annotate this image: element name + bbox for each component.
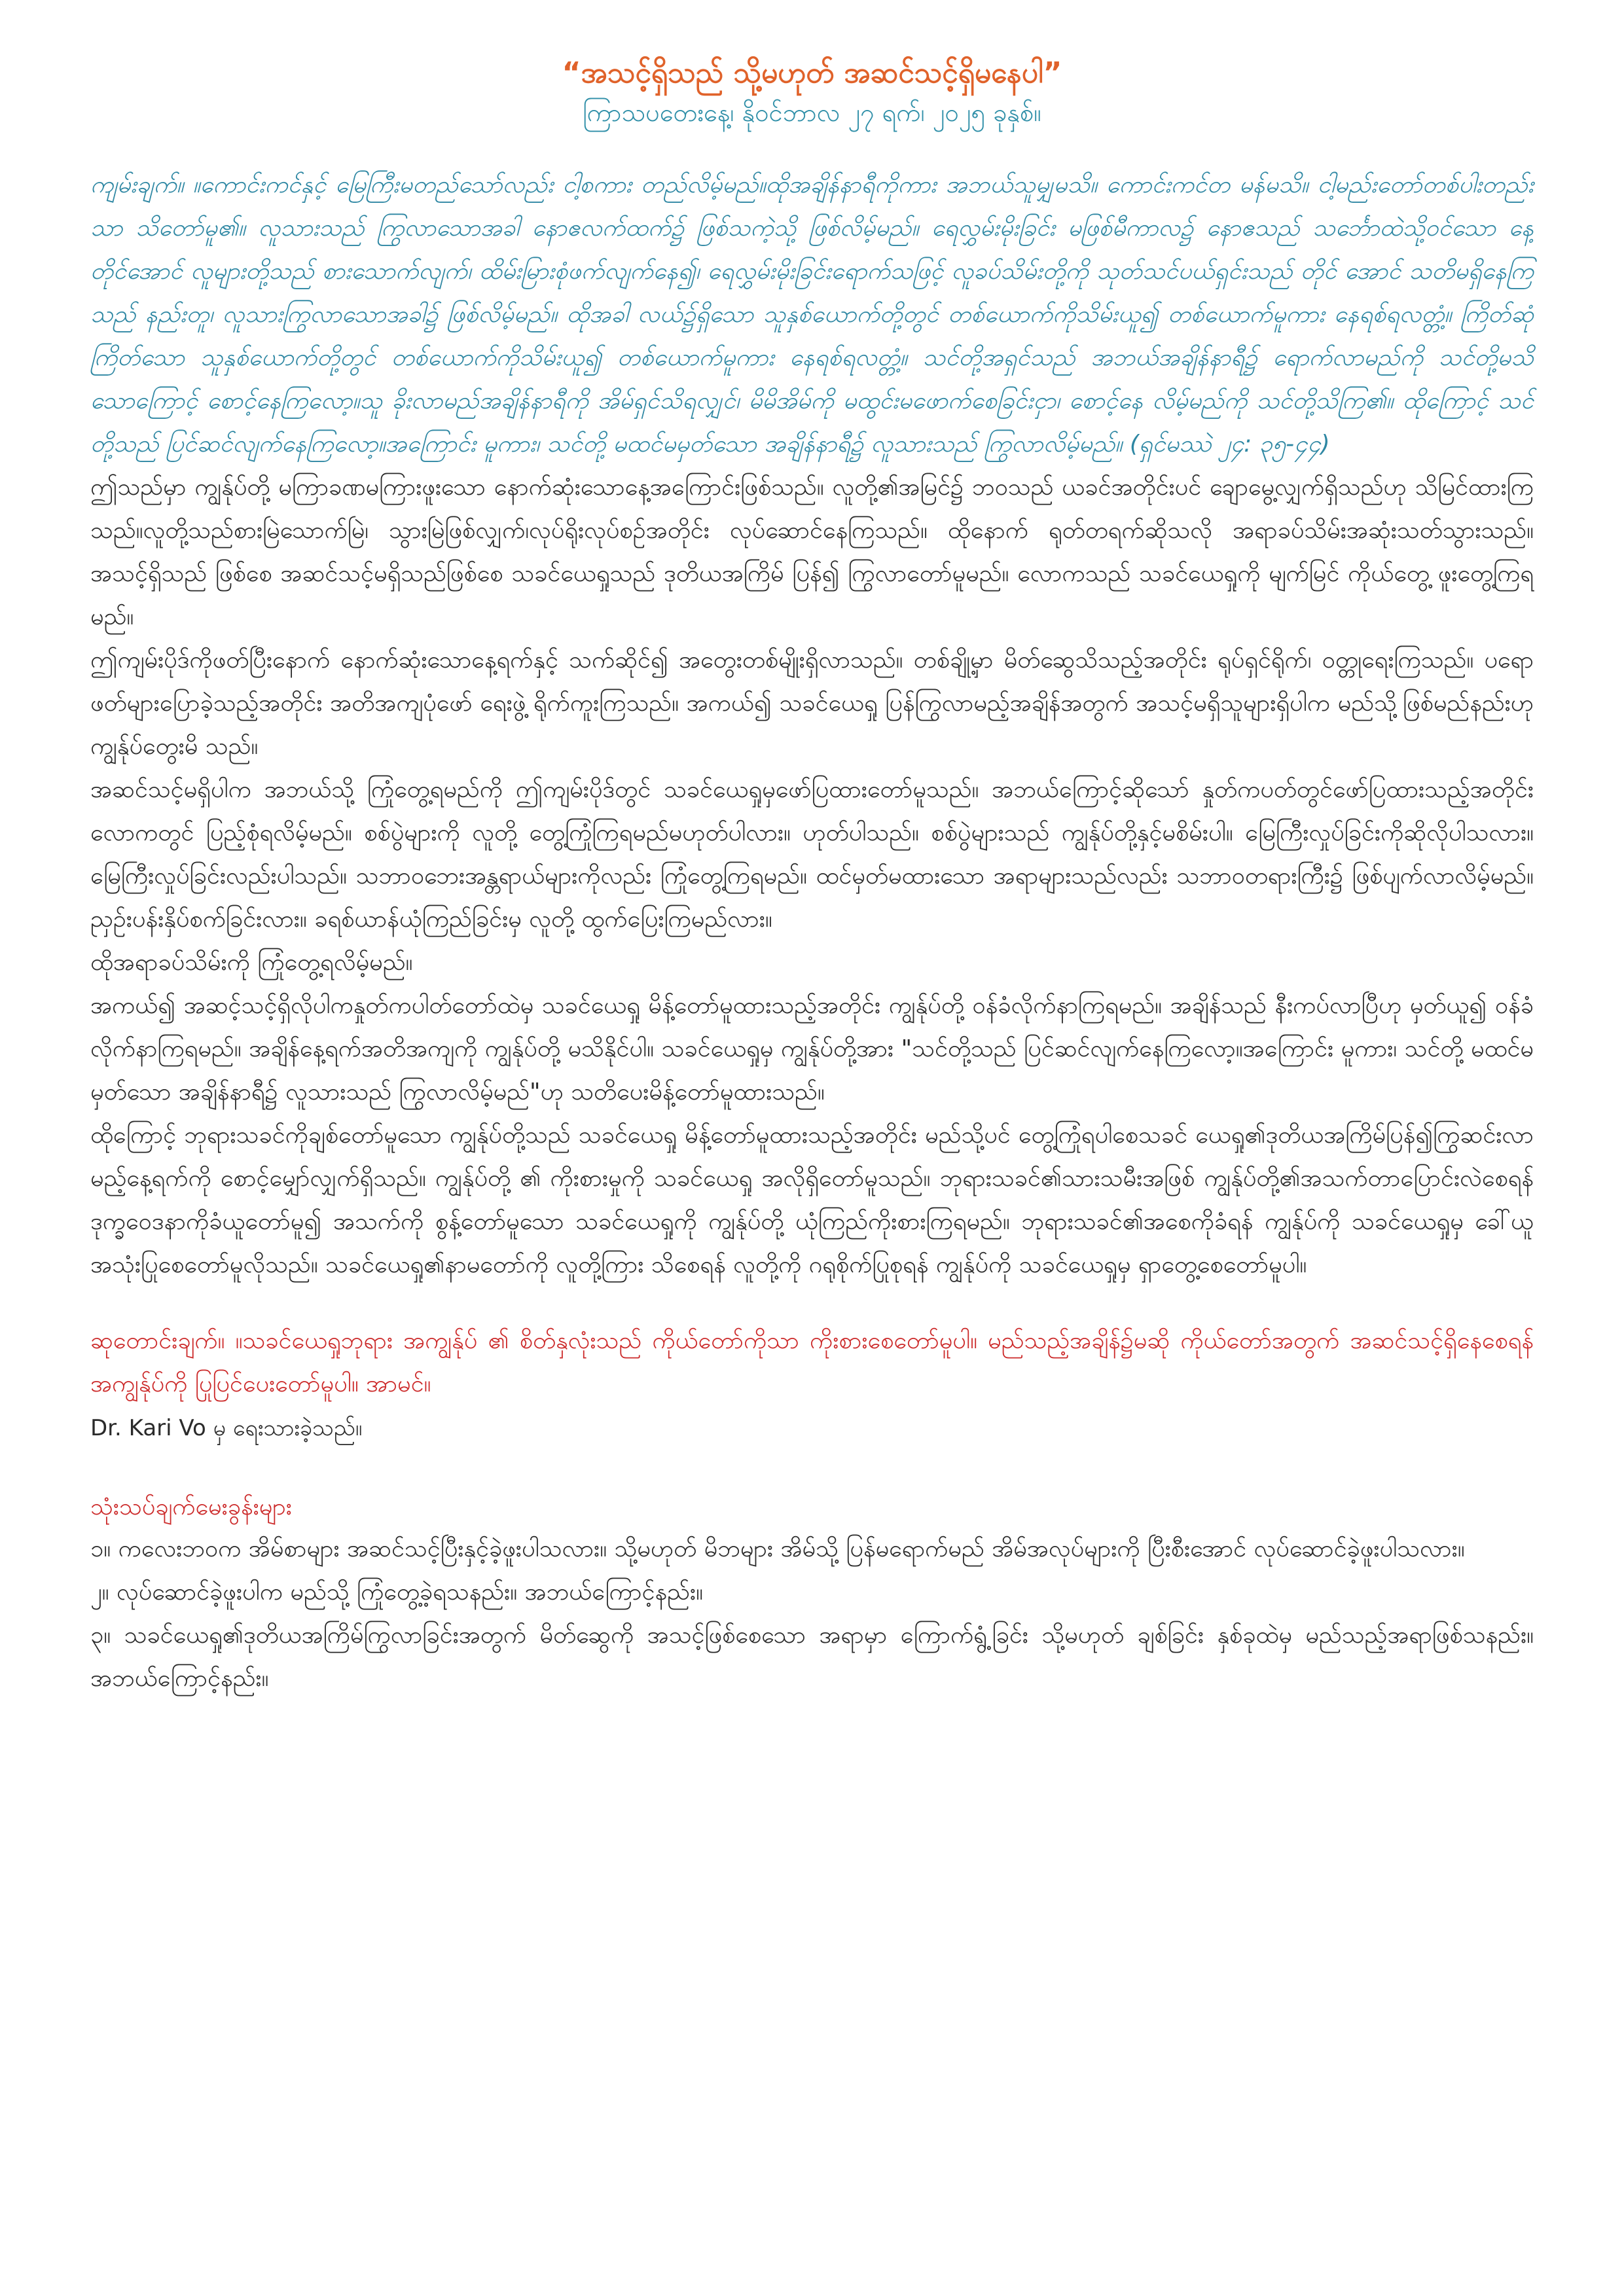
body-paragraph-4: ထိုအရာခပ်သိမ်းကို ကြုံတွေ့ရလိမ့်မည်။: [90, 949, 413, 976]
body-paragraph-6: ထိုကြောင့် ဘုရားသခင်ကိုချစ်တော်မူသော ကျွန်ုပ်တို့သည် သခင်ယေရှု မိန့်တော်မူထားသည့်အတိုင်း မည်သို့ပင် တွေ့ကြုံရပါစေသခင် ယေရှု၏ဒုတိယအကြိမ်ပြန်၍ကြွဆင်းလာမည့်နေ့ရက်ကို စောင့်မျှော်လျှက်ရှိသည်။ ကျွန်ုပ်တို့ ၏ ကိုးစားမှုကို သခင်ယေရှု အလိုရှိတော်မူသည်။ ဘုရားသခင်၏သားသမီးအဖြစ် ကျွန်ုပ်တို့၏အသက်တာပြောင်းလဲစေရန် ဒုက္ခဝေဒနာကိုခံယူတော်မူ၍ အသက်ကို စွန့်တော်မူသော သခင်ယေရှုကို ကျွန်ုပ်တို့ ယုံကြည်ကိုးစားကြရမည်။ ဘုရားသခင်၏အစေကိုခံရန် ကျွန်ုပ်ကို သခင်ယေရှုမှ ခေါ်ယူအသုံးပြုစေတော်မူလိုသည်။ သခင်ယေရှု၏နာမတော်ကို လူတို့ကြား သိစေရန် လူတို့ကို ဂရုစိုက်ပြုစုရန် ကျွန်ုပ်ကို သခင်ယေရှုမှ ရှာတွေ့စေတော်မူပါ။: [90, 1122, 1534, 1278]
body-paragraph-1: ဤသည်မှာ ကျွန်ုပ်တို့ မကြာခဏမကြားဖူးသော နောက်ဆုံးသောနေ့အကြောင်းဖြစ်သည်။ လူတို့၏အမြင်၌ ဘဝသည် ယခင်အတိုင်းပင် ချောမွေ့လျှက်ရှိသည်ဟု သိမြင်ထားကြသည်။လူတို့သည်စားမြဲသောက်မြဲ၊ သွားမြဲဖြစ်လျှက်၊လုပ်ရိုးလုပ်စဉ်အတိုင်း လုပ်ဆောင်နေကြသည်။ ထိုနောက် ရုတ်တရက်ဆိုသလို အရာခပ်သိမ်းအဆုံးသတ်သွားသည်။ အသင့်ရှိသည် ဖြစ်စေ အဆင်သင့်မရှိသည်ဖြစ်စေ သခင်ယေရှုသည် ဒုတိယအကြိမ် ပြန်၍ ကြွလာတော်မူမည်။ လောကသည် သခင်ယေရှုကို မျက်မြင် ကိုယ်တွေ့ ဖူးတွေ့ကြရမည်။: [90, 474, 1534, 630]
reflection-question-1: ၁။ ကလေးဘဝက အိမ်စာများ အဆင်သင့်ပြီးနှင့်ခဲ့ဖူးပါသလား။ သို့မဟုတ် မိဘများ အိမ်သို့ ပြန်မရောက်မည် အိမ်အလုပ်များကို ပြီးစီးအောင် လုပ်ဆောင်ခဲ့ဖူးပါသလား။: [90, 1535, 1465, 1562]
body-paragraph-2: ဤကျမ်းပိုဒ်ကိုဖတ်ပြီးနောက် နောက်ဆုံးသောနေ့ရက်နှင့် သက်ဆိုင်၍ အတွေးတစ်မျိုးရှိလာသည်။ တစ်ချို့မှာ မိတ်ဆွေသိသည့်အတိုင်း ရုပ်ရှင်ရိုက်၊ ဝတ္တုရေးကြသည်။ ပရောဖတ်များပြောခဲ့သည့်အတိုင်း အတိအကျပုံဖော် ရေးဖွဲ့ ရိုက်ကူးကြသည်။ အကယ်၍ သခင်ယေရှု ပြန်ကြွလာမည့်အချိန်အတွက် အသင့်မရှိသူများရှိပါက မည်သို့ဖြစ်မည်နည်းဟု ကျွန်ုပ်တွေးမိ သည်။: [90, 647, 1534, 760]
body-paragraph-3: အဆင်သင့်မရှိပါက အဘယ်သို့ ကြုံတွေ့ရမည်ကို ဤကျမ်းပိုဒ်တွင် သခင်ယေရှုမှဖော်ပြထားတော်မူသည်။ အဘယ်ကြောင့်ဆိုသော် နှုတ်ကပတ်တွင်ဖော်ပြထားသည့်အတိုင်း လောကတွင် ပြည့်စုံရလိမ့်မည်။ စစ်ပွဲများကို လူတို့ တွေ့ကြုံကြရမည်မဟုတ်ပါလား။ ဟုတ်ပါသည်။ စစ်ပွဲများသည် ကျွန်ုပ်တို့နှင့်မစိမ်းပါ။ မြေကြီးလှုပ်ခြင်းကိုဆိုလိုပါသလား။ မြေကြီးလှုပ်ခြင်းလည်းပါသည်။ သဘာဝဘေးအန္တရာယ်များကိုလည်း ကြုံတွေ့ကြရမည်။ ထင်မှတ်မထားသော အရာများသည်လည်း သဘာဝတရားကြီး၌ ဖြစ်ပျက်လာလိမ့်မည်။ ညှဉ်းပန်းနှိပ်စက်ခြင်းလား။ ခရစ်ယာန်ယုံကြည်ခြင်းမှ လူတို့ ထွက်ပြေးကြမည်လား။: [90, 776, 1534, 933]
devotional-title: “အသင့်ရှိသည် သို့မဟုတ် အဆင်သင့်ရှိမနေပါ”: [562, 56, 1062, 90]
devotional-date: ကြာသပတေးနေ့၊ နိုဝင်ဘာလ ၂၇ ရက်၊ ၂၀၂၅ ခုနှစ်။: [583, 98, 1041, 127]
reflection-question-2: ၂။ လုပ်ဆောင်ခဲ့ဖူးပါက မည်သို့ ကြုံတွေ့ခဲ့ရသနည်း။ အဘယ်ကြောင့်နည်း။: [90, 1579, 703, 1605]
prayer-text: ဆုတောင်းချက်။ ။သခင်ယေရှုဘုရား အကျွန်ုပ် ၏ စိတ်နှလုံးသည် ကိုယ်တော်ကိုသာ ကိုးစားစေတော်မူပါ။ မည်သည့်အချိန်၌မဆို ကိုယ်တော်အတွက် အဆင်သင့်ရှိနေစေရန် အကျွန်ုပ်ကို ပြုပြင်ပေးတော်မူပါ။ အာမင်။: [90, 1327, 1534, 1397]
body-paragraph-5: အကယ်၍ အဆင့်သင့်ရှိလိုပါကနှုတ်ကပါတ်တော်ထဲမှ သခင်ယေရှု မိန့်တော်မူထားသည့်အတိုင်း ကျွန်ုပ်တို့ ဝန်ခံလိုက်နာကြရမည်။ အချိန်သည် နီးကပ်လာပြီဟု မှတ်ယူ၍ ဝန်ခံ လိုက်နာကြရမည်။ အချိန်နေ့ရက်အတိအကျကို ကျွန်ုပ်တို့ မသိနိုင်ပါ။ သခင်ယေရှုမှ ကျွန်ုပ်တို့အား "သင်တို့သည် ပြင်ဆင်လျက်နေကြလော့။အကြောင်း မူကား၊ သင်တို့ မထင်မမှတ်သော အချိန်နာရီ၌ လူသားသည် ကြွလာလိမ့်မည်"ဟု သတိပေးမိန့်တော်မူထားသည်။: [90, 992, 1534, 1105]
reflection-questions-heading: သုံးသပ်ချက်မေးခွန်းများ: [90, 1494, 292, 1520]
scripture-passage: ကျမ်းချက်။ ။ကောင်းကင်နှင့် မြေကြီးမတည်သော်လည်း ငါ့စကား တည်လိမ့်မည်။ထိုအချိန်နာရီကိုကား အဘယ်သူမျှမသိ။ ကောင်းကင်တ မန်မသိ။ ငါ့မည်းတော်တစ်ပါးတည်းသာ သိတော်မူ၏။ လူသားသည် ကြွလာသောအခါ နောဧလက်ထက်၌ ဖြစ်သကဲ့သို့ ဖြစ်လိမ့်မည်။ ရေလွှမ်းမိုးခြင်း မဖြစ်မီကာလ၌ နောဧသည် သင်္ဘောထဲသို့ဝင်သော နေ့တိုင်အောင် လူများတို့သည် စားသောက်လျက်၊ ထိမ်းမြားစုံဖက်လျက်နေ၍၊ ရေလွှမ်းမိုးခြင်းရောက်သဖြင့် လူခပ်သိမ်းတို့ကို သုတ်သင်ပယ်ရှင်းသည် တိုင် အောင် သတိမရှိနေကြသည် နည်းတူ၊ လူသားကြွလာသောအခါ၌ ဖြစ်လိမ့်မည်။ ထိုအခါ လယ်၌ရှိသော သူနှစ်ယောက်တို့တွင် တစ်ယောက်ကိုသိမ်းယူ၍ တစ်ယောက်မူကား နေရစ်ရလတ္တံ့။ ကြိတ်ဆုံကြိတ်သော သူနှစ်ယောက်တို့တွင် တစ်ယောက်ကိုသိမ်းယူ၍ တစ်ယောက်မူကား နေရစ်ရလတ္တံ့။ သင်တို့အရှင်သည် အဘယ်အချိန်နာရီ၌ ရောက်လာမည်ကို သင်တို့မသိသောကြောင့် စောင့်နေကြလော့။သူ ခိုးလာမည်အချိန်နာရီကို အိမ်ရှင်သိရလျှင်၊ မိမိအိမ်ကို မထွင်းမဖောက်စေခြင်းငှာ၊ စောင့်နေ လိမ့်မည်ကို သင်တို့သိကြ၏။ ထိုကြောင့် သင်တို့သည် ပြင်ဆင်လျက်နေကြလော့။အကြောင်း မူကား၊ သင်တို့ မထင်မမှတ်သော အချိန်နာရီ၌ လူသားသည် ကြွလာလိမ့်မည်။ (ရှင်မဿဲ ၂၄: ၃၅-၄၄): [90, 171, 1534, 457]
author-credit: Dr. Kari Vo မှ ရေးသားခဲ့သည်။: [90, 1415, 363, 1441]
reflection-question-3: ၃။ သခင်ယေရှု၏ဒုတိယအကြိမ်ကြွလာခြင်းအတွက် မိတ်ဆွေကို အသင့်ဖြစ်စေသော အရာမှာ ကြောက်ရွံ့ခြင်း သို့မဟုတ် ချစ်ခြင်း နှစ်ခုထဲမှ မည်သည့်အရာဖြစ်သနည်း။ အဘယ်ကြောင့်နည်း။: [90, 1622, 1534, 1692]
document-page: [90, 52, 1534, 1700]
